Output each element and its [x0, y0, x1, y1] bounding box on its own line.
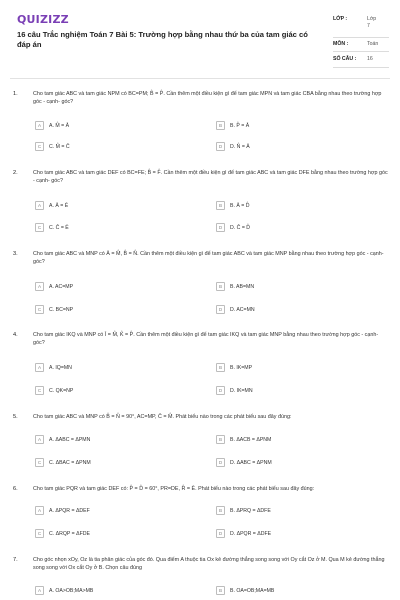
- answer-option-c[interactable]: [35, 386, 74, 398]
- answer-option-b[interactable]: [216, 435, 272, 447]
- answer-option-c[interactable]: [35, 458, 91, 470]
- meta-label-count: SỐ CÂU :: [333, 56, 357, 62]
- option-checkbox[interactable]: B: [216, 201, 225, 210]
- answer-option-b[interactable]: [216, 121, 250, 133]
- meta-class: [333, 16, 379, 30]
- quizizz-logo: QUIZIZZ: [17, 13, 69, 26]
- answer-option-d[interactable]: [216, 386, 253, 398]
- option-text: B. AB=MN: [230, 283, 255, 290]
- meta-count: [333, 56, 389, 63]
- meta-value-class: Lớp 7: [367, 16, 377, 29]
- option-text: C. ΔRQP = ΔFDE: [49, 530, 90, 537]
- question-number: 4.: [13, 332, 18, 338]
- option-checkbox[interactable]: D: [216, 142, 225, 151]
- answer-option-a[interactable]: [35, 201, 69, 213]
- option-text: C. Ĉ = Ê: [49, 224, 69, 231]
- option-text: C. BC=NP: [49, 306, 74, 313]
- answer-option-c[interactable]: [35, 305, 74, 317]
- option-text: D. N̂ = Â: [230, 143, 250, 150]
- option-text: B. IK=MP: [230, 364, 253, 371]
- answer-option-d[interactable]: [216, 529, 272, 541]
- answer-option-d[interactable]: [216, 223, 251, 235]
- option-text: D. IK=MN: [230, 387, 253, 394]
- answer-option-a[interactable]: [35, 121, 70, 133]
- option-checkbox[interactable]: A: [35, 121, 44, 130]
- option-checkbox[interactable]: D: [216, 305, 225, 314]
- option-checkbox[interactable]: C: [35, 529, 44, 538]
- answer-option-b[interactable]: [216, 201, 250, 213]
- option-text: B. OA=OB;MA=MB: [230, 587, 275, 594]
- option-text: A. Â = Ê: [49, 202, 69, 209]
- option-text: A. OA>OB;MA>MB: [49, 587, 94, 594]
- option-checkbox[interactable]: C: [35, 305, 44, 314]
- option-checkbox[interactable]: D: [216, 529, 225, 538]
- option-text: B. Â = D̂: [230, 202, 250, 209]
- answer-option-b[interactable]: [216, 586, 275, 598]
- question-text: Cho góc nhọn xOy, Oz là tia phân giác của góc đó. Qua điểm A thuộc tia Ox kẻ đường thẳng song song với Oy cắt Oz ở M. Qua M kẻ đường thẳng song song với Ox cắt Oy ở B. Chọn câu đúng: [33, 557, 385, 571]
- option-checkbox[interactable]: B: [216, 506, 225, 515]
- option-text: A. IQ=MN: [49, 364, 72, 371]
- meta-divider: [333, 37, 389, 38]
- question-number: 5.: [13, 414, 18, 420]
- meta-subject: [333, 41, 389, 48]
- option-text: B. ΔACB = ΔPNM: [230, 436, 272, 443]
- answer-option-b[interactable]: [216, 363, 253, 375]
- option-checkbox[interactable]: B: [216, 435, 225, 444]
- option-text: C. QK=NP: [49, 387, 74, 394]
- option-checkbox[interactable]: A: [35, 435, 44, 444]
- question-number: 7.: [13, 557, 18, 563]
- question-number: 3.: [13, 251, 18, 257]
- meta-label-class: LỚP :: [333, 16, 348, 22]
- option-checkbox[interactable]: A: [35, 506, 44, 515]
- answer-option-a[interactable]: [35, 586, 94, 598]
- question-text: Cho tam giác ABC và MNP có B̂ = N̂ = 90°, AC=MP, Ĉ = M̂. Phát biểu nào trong các phát biểu sau đây đúng:: [33, 414, 292, 420]
- question-number: 1.: [13, 91, 18, 97]
- answer-option-a[interactable]: [35, 435, 91, 447]
- option-checkbox[interactable]: D: [216, 223, 225, 232]
- answer-option-d[interactable]: [216, 142, 250, 154]
- option-checkbox[interactable]: D: [216, 386, 225, 395]
- option-text: C. ΔBAC = ΔPNM: [49, 459, 91, 466]
- meta-divider: [333, 51, 389, 52]
- meta-value-subject: Toán: [367, 41, 379, 47]
- option-text: D. ΔABC = ΔPNM: [230, 459, 272, 466]
- answer-option-b[interactable]: [216, 282, 255, 294]
- answer-option-d[interactable]: [216, 458, 272, 470]
- answer-option-c[interactable]: [35, 223, 69, 235]
- option-checkbox[interactable]: C: [35, 386, 44, 395]
- option-checkbox[interactable]: C: [35, 458, 44, 467]
- answer-option-c[interactable]: [35, 529, 90, 541]
- option-text: D. ΔPQR = ΔDFE: [230, 530, 272, 537]
- question-text: Cho tam giác ABC và MNP có Â = M̂, B̂ = N̂. Cần thêm một điều kiện gì để tam giác ABC và tam giác MNP bằng nhau theo trường hợp góc - cạnh- góc?: [33, 251, 384, 265]
- option-text: B. P̂ = Â: [230, 122, 250, 129]
- option-checkbox[interactable]: C: [35, 142, 44, 151]
- answer-option-a[interactable]: [35, 506, 90, 518]
- option-text: A. M̂ = Â: [49, 122, 70, 129]
- question-number: 6.: [13, 486, 18, 492]
- header-divider: [10, 78, 390, 79]
- option-text: A. ΔABC = ΔPMN: [49, 436, 91, 443]
- option-checkbox[interactable]: D: [216, 458, 225, 467]
- document-header: [0, 0, 400, 76]
- answer-option-a[interactable]: [35, 282, 74, 294]
- option-text: A. AC=MP: [49, 283, 74, 290]
- option-checkbox[interactable]: B: [216, 586, 225, 595]
- meta-divider: [333, 67, 389, 68]
- option-checkbox[interactable]: A: [35, 586, 44, 595]
- option-checkbox[interactable]: B: [216, 282, 225, 291]
- option-checkbox[interactable]: A: [35, 363, 44, 372]
- option-checkbox[interactable]: C: [35, 223, 44, 232]
- question-text: Cho tam giác PQR và tam giác DEF có: P̂ = D̂ = 60°, PR=DE, R̂ = Ê. Phát biểu nào trong các phát biểu sau đây đúng:: [33, 486, 315, 492]
- question-text: Cho tam giác IKQ và MNP có Î = M̂, K̂ = P̂. Cần thêm một điều kiện gì để tam giác IKQ và tam giác MNP bằng nhau theo trường hợp góc - cạnh- góc?: [33, 332, 379, 346]
- option-text: D. Ĉ = D̂: [230, 224, 251, 231]
- question-number: 2.: [13, 170, 18, 176]
- option-checkbox[interactable]: B: [216, 363, 225, 372]
- option-checkbox[interactable]: A: [35, 201, 44, 210]
- meta-label-subject: MÔN :: [333, 41, 349, 47]
- option-text: A. ΔPQR = ΔDEF: [49, 507, 90, 514]
- meta-value-count: 16: [367, 56, 373, 62]
- question-text: Cho tam giác ABC và tam giác DEF có BC=FE; B̂ = F̂. Cần thêm một điều kiện gì để tam giác ABC và tam giác DFE bằng nhau theo trường hợp góc - cạnh- góc?: [33, 170, 388, 184]
- option-text: D. AC=MN: [230, 306, 255, 313]
- answer-option-c[interactable]: [35, 142, 70, 154]
- answer-option-d[interactable]: [216, 305, 255, 317]
- option-checkbox[interactable]: B: [216, 121, 225, 130]
- answer-option-a[interactable]: [35, 363, 72, 375]
- answer-option-b[interactable]: [216, 506, 271, 518]
- question-text: Cho tam giác ABC và tam giác NPM có BC=PM; B̂ = P̂. Cần thêm một điều kiện gì để tam giác MPN và tam giác CBA bằng nhau theo trường hợp góc - cạnh- góc?: [33, 91, 382, 105]
- option-text: C. M̂ = Ĉ: [49, 143, 70, 150]
- option-text: B. ΔPRQ = ΔDFE: [230, 507, 271, 514]
- option-checkbox[interactable]: A: [35, 282, 44, 291]
- page-title: 16 câu Trắc nghiệm Toán 7 Bài 5: Trường hợp bằng nhau thứ ba của tam giác có đáp án: [17, 30, 308, 49]
